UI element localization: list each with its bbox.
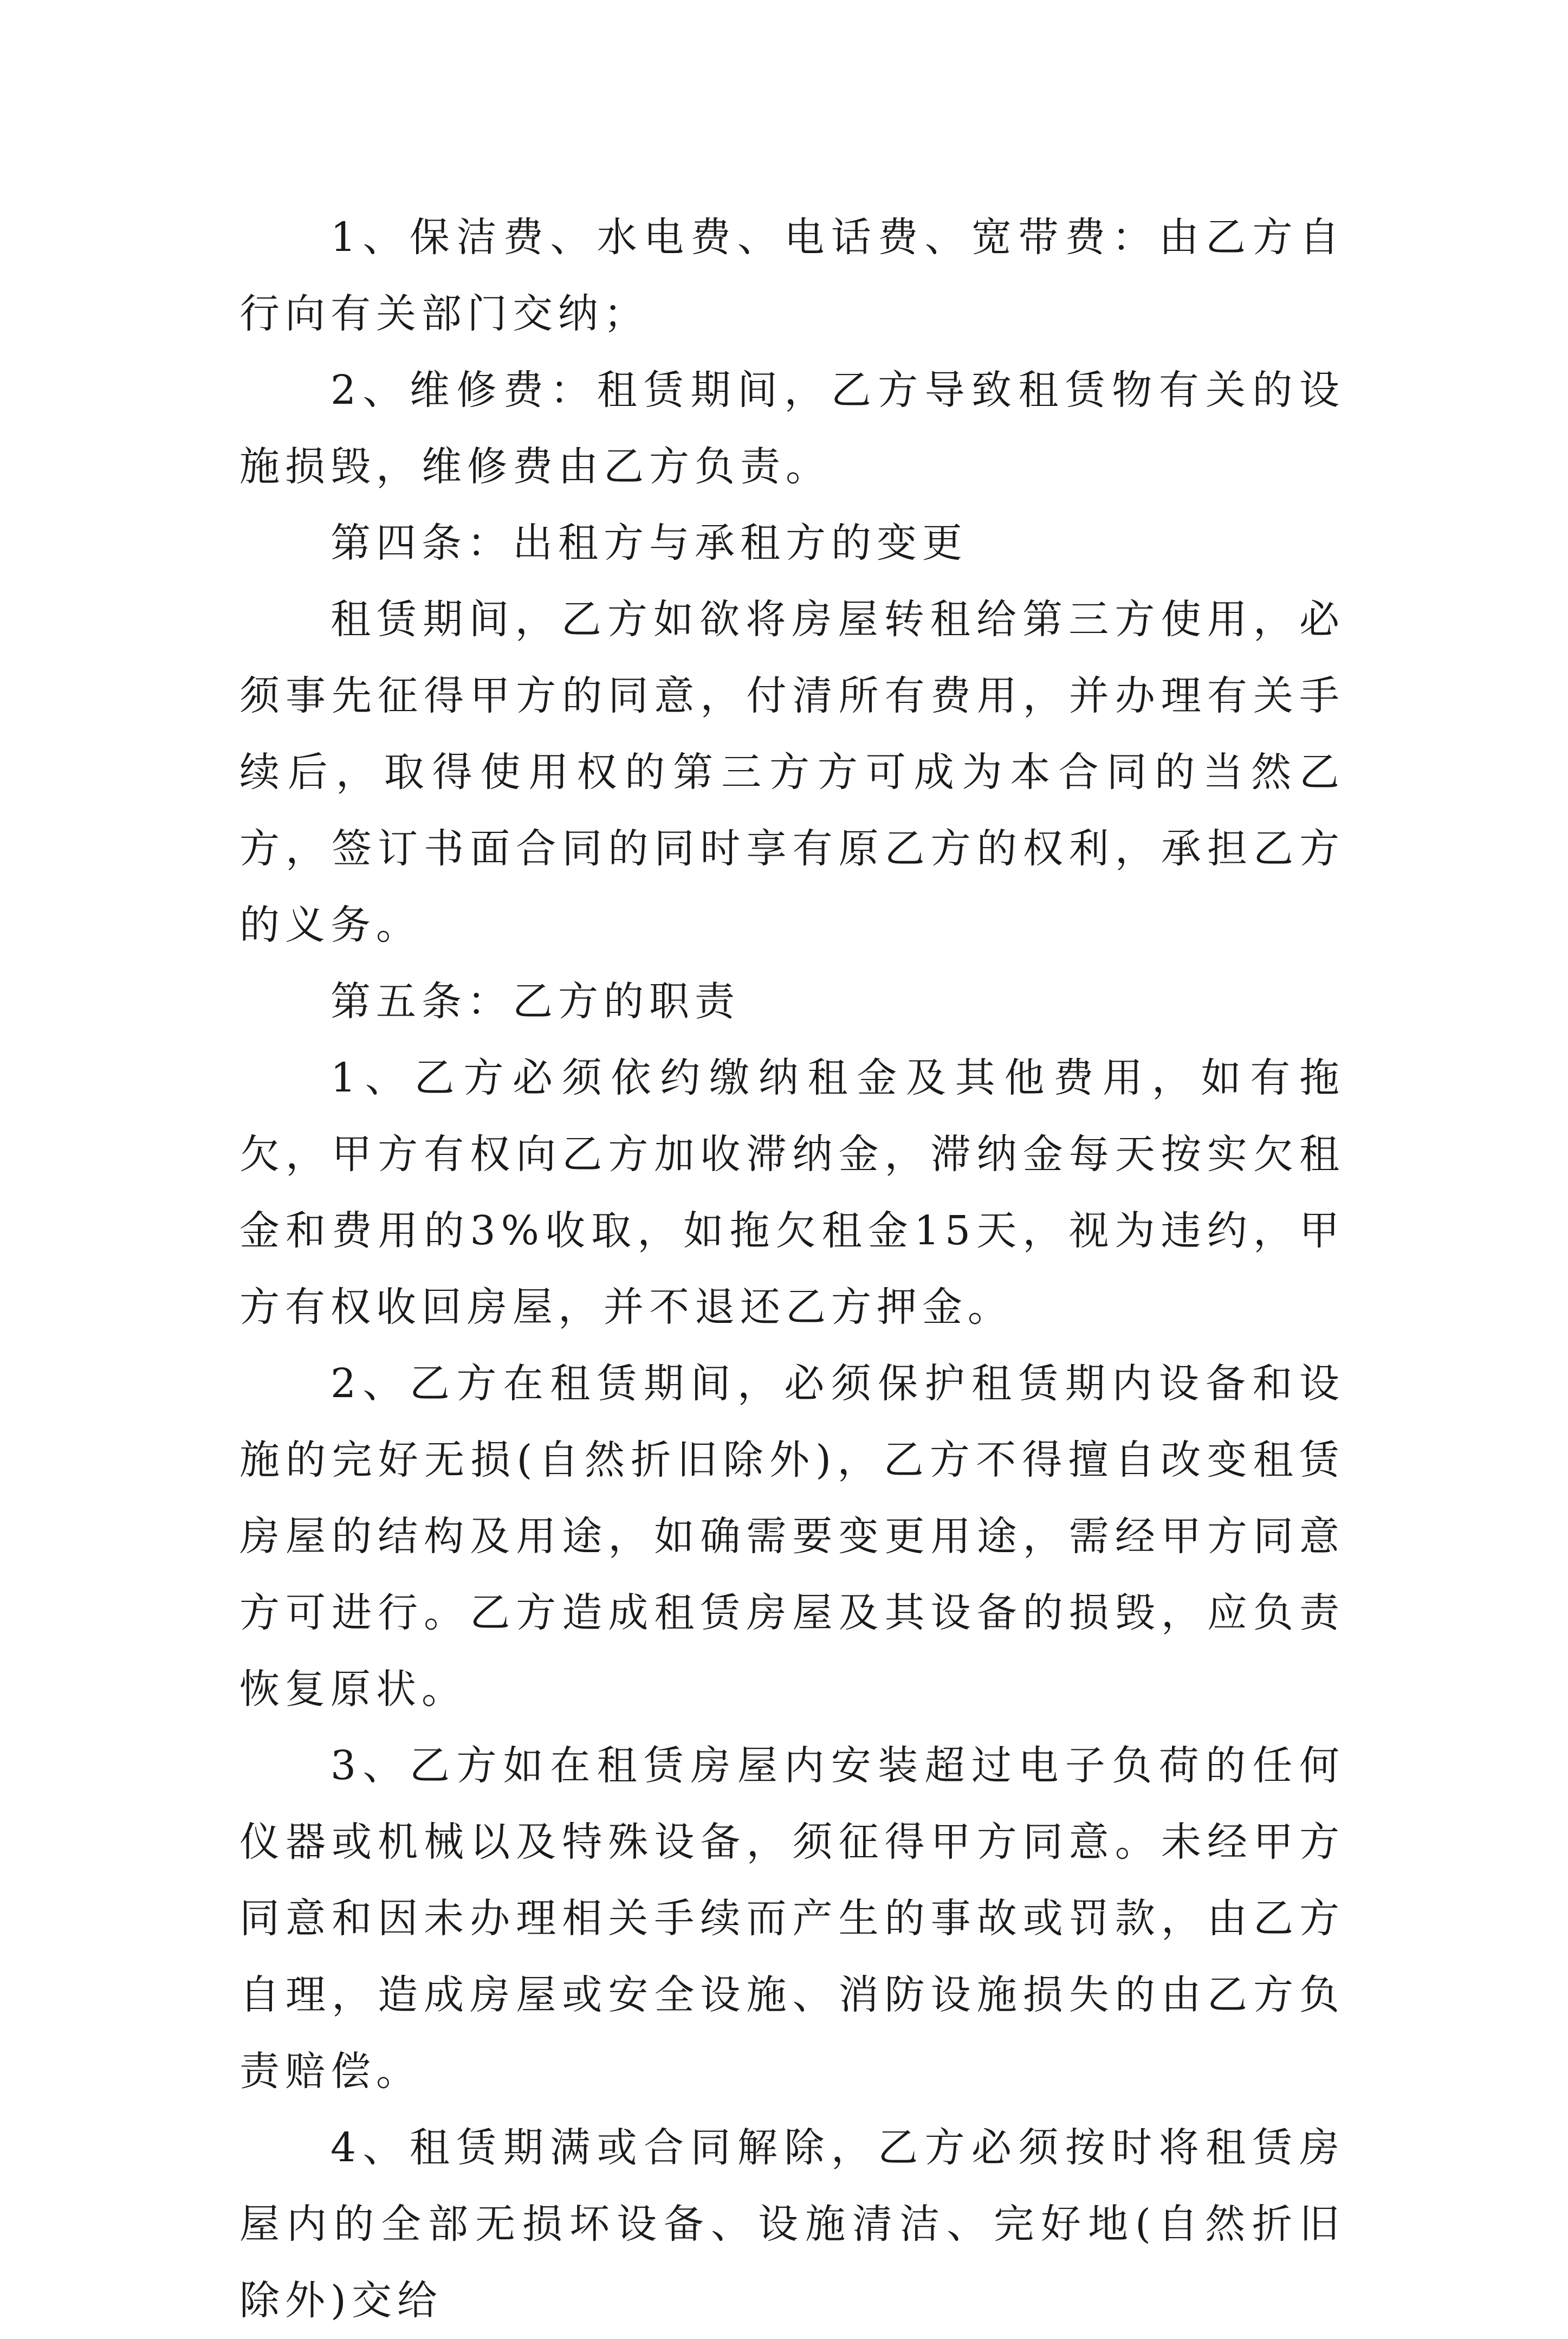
paragraph-duty-1: 1、乙方必须依约缴纳租金及其他费用，如有拖欠，甲方有权向乙方加收滞纳金，滞纳金每天按实欠租金和费用的3%收取，如拖欠租金15天，视为违约，甲方有权收回房屋，并不退还乙方押金。 (239, 1055, 1345, 1330)
article-5-heading: 第五条：乙方的职责 (331, 978, 740, 1025)
paragraph-duty-3: 3、乙方如在租赁房屋内安装超过电子负荷的任何仪器或机械以及特殊设备，须征得甲方同意。未经甲方同意和因未办理相关手续而产生的事故或罚款，由乙方自理，造成房屋或安全设施、消防设施损失的由乙方负责赔偿。 (239, 1742, 1345, 2095)
article-4-heading: 第四条：出租方与承租方的变更 (331, 520, 968, 566)
paragraph-sublease: 租赁期间，乙方如欲将房屋转租给第三方使用，必须事先征得甲方的同意，付清所有费用，并办理有关手续后，取得使用权的第三方方可成为本合同的当然乙方，签订书面合同的同时享有原乙方的权利，承担乙方的义务。 (239, 596, 1345, 948)
paragraph-fees-cleaning-utilities: 1、保洁费、水电费、电话费、宽带费：由乙方自行向有关部门交纳； (239, 214, 1345, 337)
paragraph-duty-2: 2、乙方在租赁期间，必须保护租赁期内设备和设施的完好无损(自然折旧除外)，乙方不得擅自改变租赁房屋的结构及用途，如确需要变更用途，需经甲方同意方可进行。乙方造成租赁房屋及其设备的损毁，应负责恢复原状。 (239, 1360, 1345, 1713)
paragraph-fees-maintenance: 2、维修费：租赁期间，乙方导致租赁物有关的设施损毁，维修费由乙方负责。 (239, 367, 1345, 490)
paragraph-duty-4: 4、租赁期满或合同解除，乙方必须按时将租赁房屋内的全部无损坏设备、设施清洁、完好地(自然折旧除外)交给 (239, 2124, 1345, 2324)
document-body (239, 199, 1345, 2339)
